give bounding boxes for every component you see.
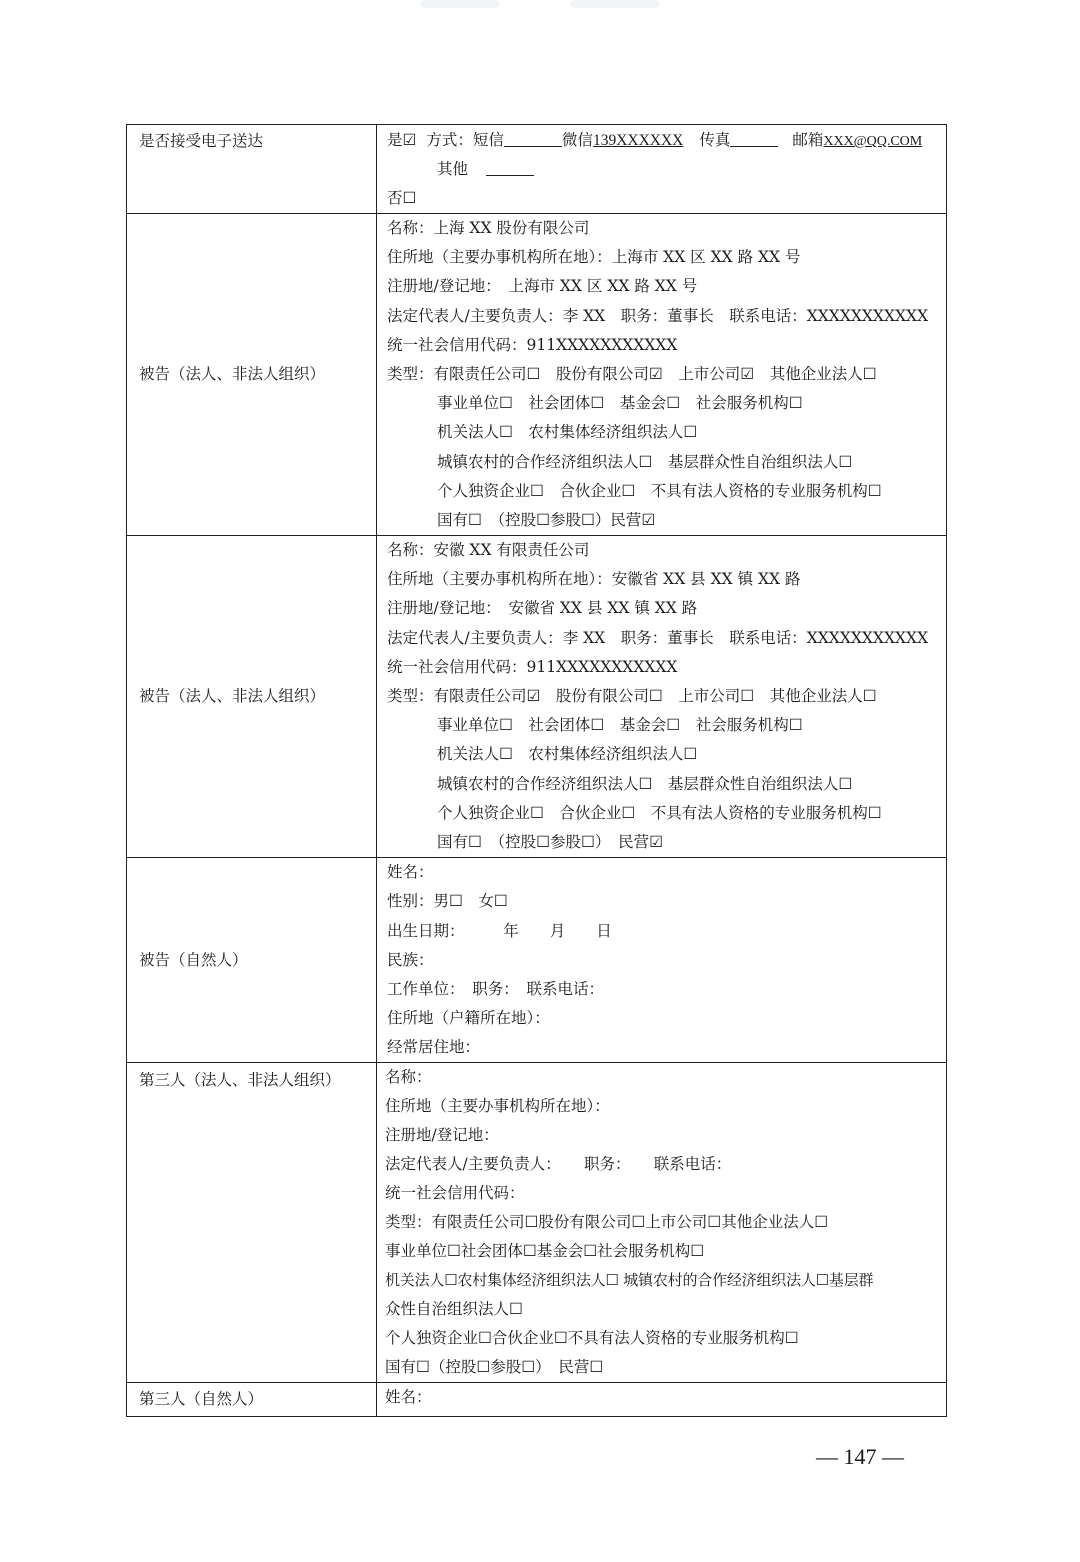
value-third-party-org: 名称： 住所地（主要办事机构所在地）： 注册地/登记地： 法定代表人/主要负责人： 职务： 联系电话： 统一社会信用代码： 类型：有限责任公司☐股份有限公司☐上市公司☐其他企业法人☐ 事业单位☐社会团体☐基金会☐社会服务机构☐ 机关法人☐农村集体经济组织法人☐ 城镇农村的合作经济组织法人☐基层群 众性自治组织法人☐ 个人独资企业☐合伙企业☐不具有法人资格的专业服务机构☐ 国有☐（控股☐参股☐） 民营☐: [385, 1068, 874, 1377]
sms-blank[interactable]: [504, 130, 562, 147]
label-third-party-org: 第三人（法人、非法人组织）: [127, 1063, 377, 1382]
label-defendant-natural: 被告（自然人）: [127, 858, 377, 1062]
scan-smudge: [570, 0, 660, 8]
value-defendant-natural: 姓名： 性别：男☐ 女☐ 出生日期： 年 月 日 民族： 工作单位： 职务： 联系电话： 住所地（户籍所在地）： 经常居住地：: [387, 863, 612, 1057]
label-electronic-service: 是否接受电子送达: [127, 125, 377, 213]
row-third-party-org: [127, 1062, 946, 1382]
yes-checkbox[interactable]: 是☑: [387, 131, 417, 149]
row-defendant-1: [127, 213, 946, 535]
label-defendant-2: 被告（法人、非法人组织）: [127, 536, 377, 857]
row-defendant-2: [127, 535, 946, 857]
scan-smudge: [420, 0, 500, 8]
wechat-value: 139XXXXXX: [592, 132, 684, 149]
other-blank[interactable]: [486, 159, 534, 176]
page-number: — 147 —: [816, 1444, 904, 1469]
row-third-party-natural: [127, 1382, 946, 1416]
label-third-party-natural: 第三人（自然人）: [127, 1383, 377, 1416]
value-electronic-service: 是☑ 方式：短信 微信139XXXXXX 传真 邮箱XXX@QQ.COM 其他 否☐: [387, 131, 923, 208]
label-defendant-1: 被告（法人、非法人组织）: [127, 214, 377, 535]
no-checkbox[interactable]: 否☐: [387, 189, 417, 208]
email-value: XXX@QQ.COM: [823, 134, 923, 149]
row-electronic-service: [127, 125, 946, 213]
value-defendant-1: 名称：上海 XX 股份有限公司 住所地（主要办事机构所在地）：上海市 XX 区 XX 路 XX 号 注册地/登记地： 上海市 XX 区 XX 路 XX 号 法定代表人/主要负责人：李 XX 职务：董事长 联系电话：XXXXXXXXXXX 统一社会信用代码：911XXXXXXXXXXX 类型：有限责任公司☐ 股份有限公司☑ 上市公司☑ 其他企业法人☐ 事业单位☐ 社会团体☐ 基金会☐ 社会服务机构☐ 机关法人☐ 农村集体经济组织法人☐ 城镇农村的合作经济组织法人☐ 基层群众性自治组织法人☐ 个人独资企业☐ 合伙企业☐ 不具有法人资格的专业服务机构☐ 国有☐ （控股☐参股☐）民营☑: [387, 219, 929, 529]
value-third-party-natural: 姓名：: [385, 1388, 432, 1407]
form-table: [126, 124, 947, 1417]
fax-blank[interactable]: [730, 130, 778, 147]
value-defendant-2: 名称：安徽 XX 有限责任公司 住所地（主要办事机构所在地）：安徽省 XX 县 XX 镇 XX 路 注册地/登记地： 安徽省 XX 县 XX 镇 XX 路 法定代表人/主要负责人：李 XX 职务：董事长 联系电话：XXXXXXXXXXX 统一社会信用代码：911XXXXXXXXXXX 类型：有限责任公司☑ 股份有限公司☐ 上市公司☐ 其他企业法人☐ 事业单位☐ 社会团体☐ 基金会☐ 社会服务机构☐ 机关法人☐ 农村集体经济组织法人☐ 城镇农村的合作经济组织法人☐ 基层群众性自治组织法人☐ 个人独资企业☐ 合伙企业☐ 不具有法人资格的专业服务机构☐ 国有☐ （控股☐参股☐） 民营☑: [387, 541, 929, 851]
row-defendant-natural: [127, 857, 946, 1062]
